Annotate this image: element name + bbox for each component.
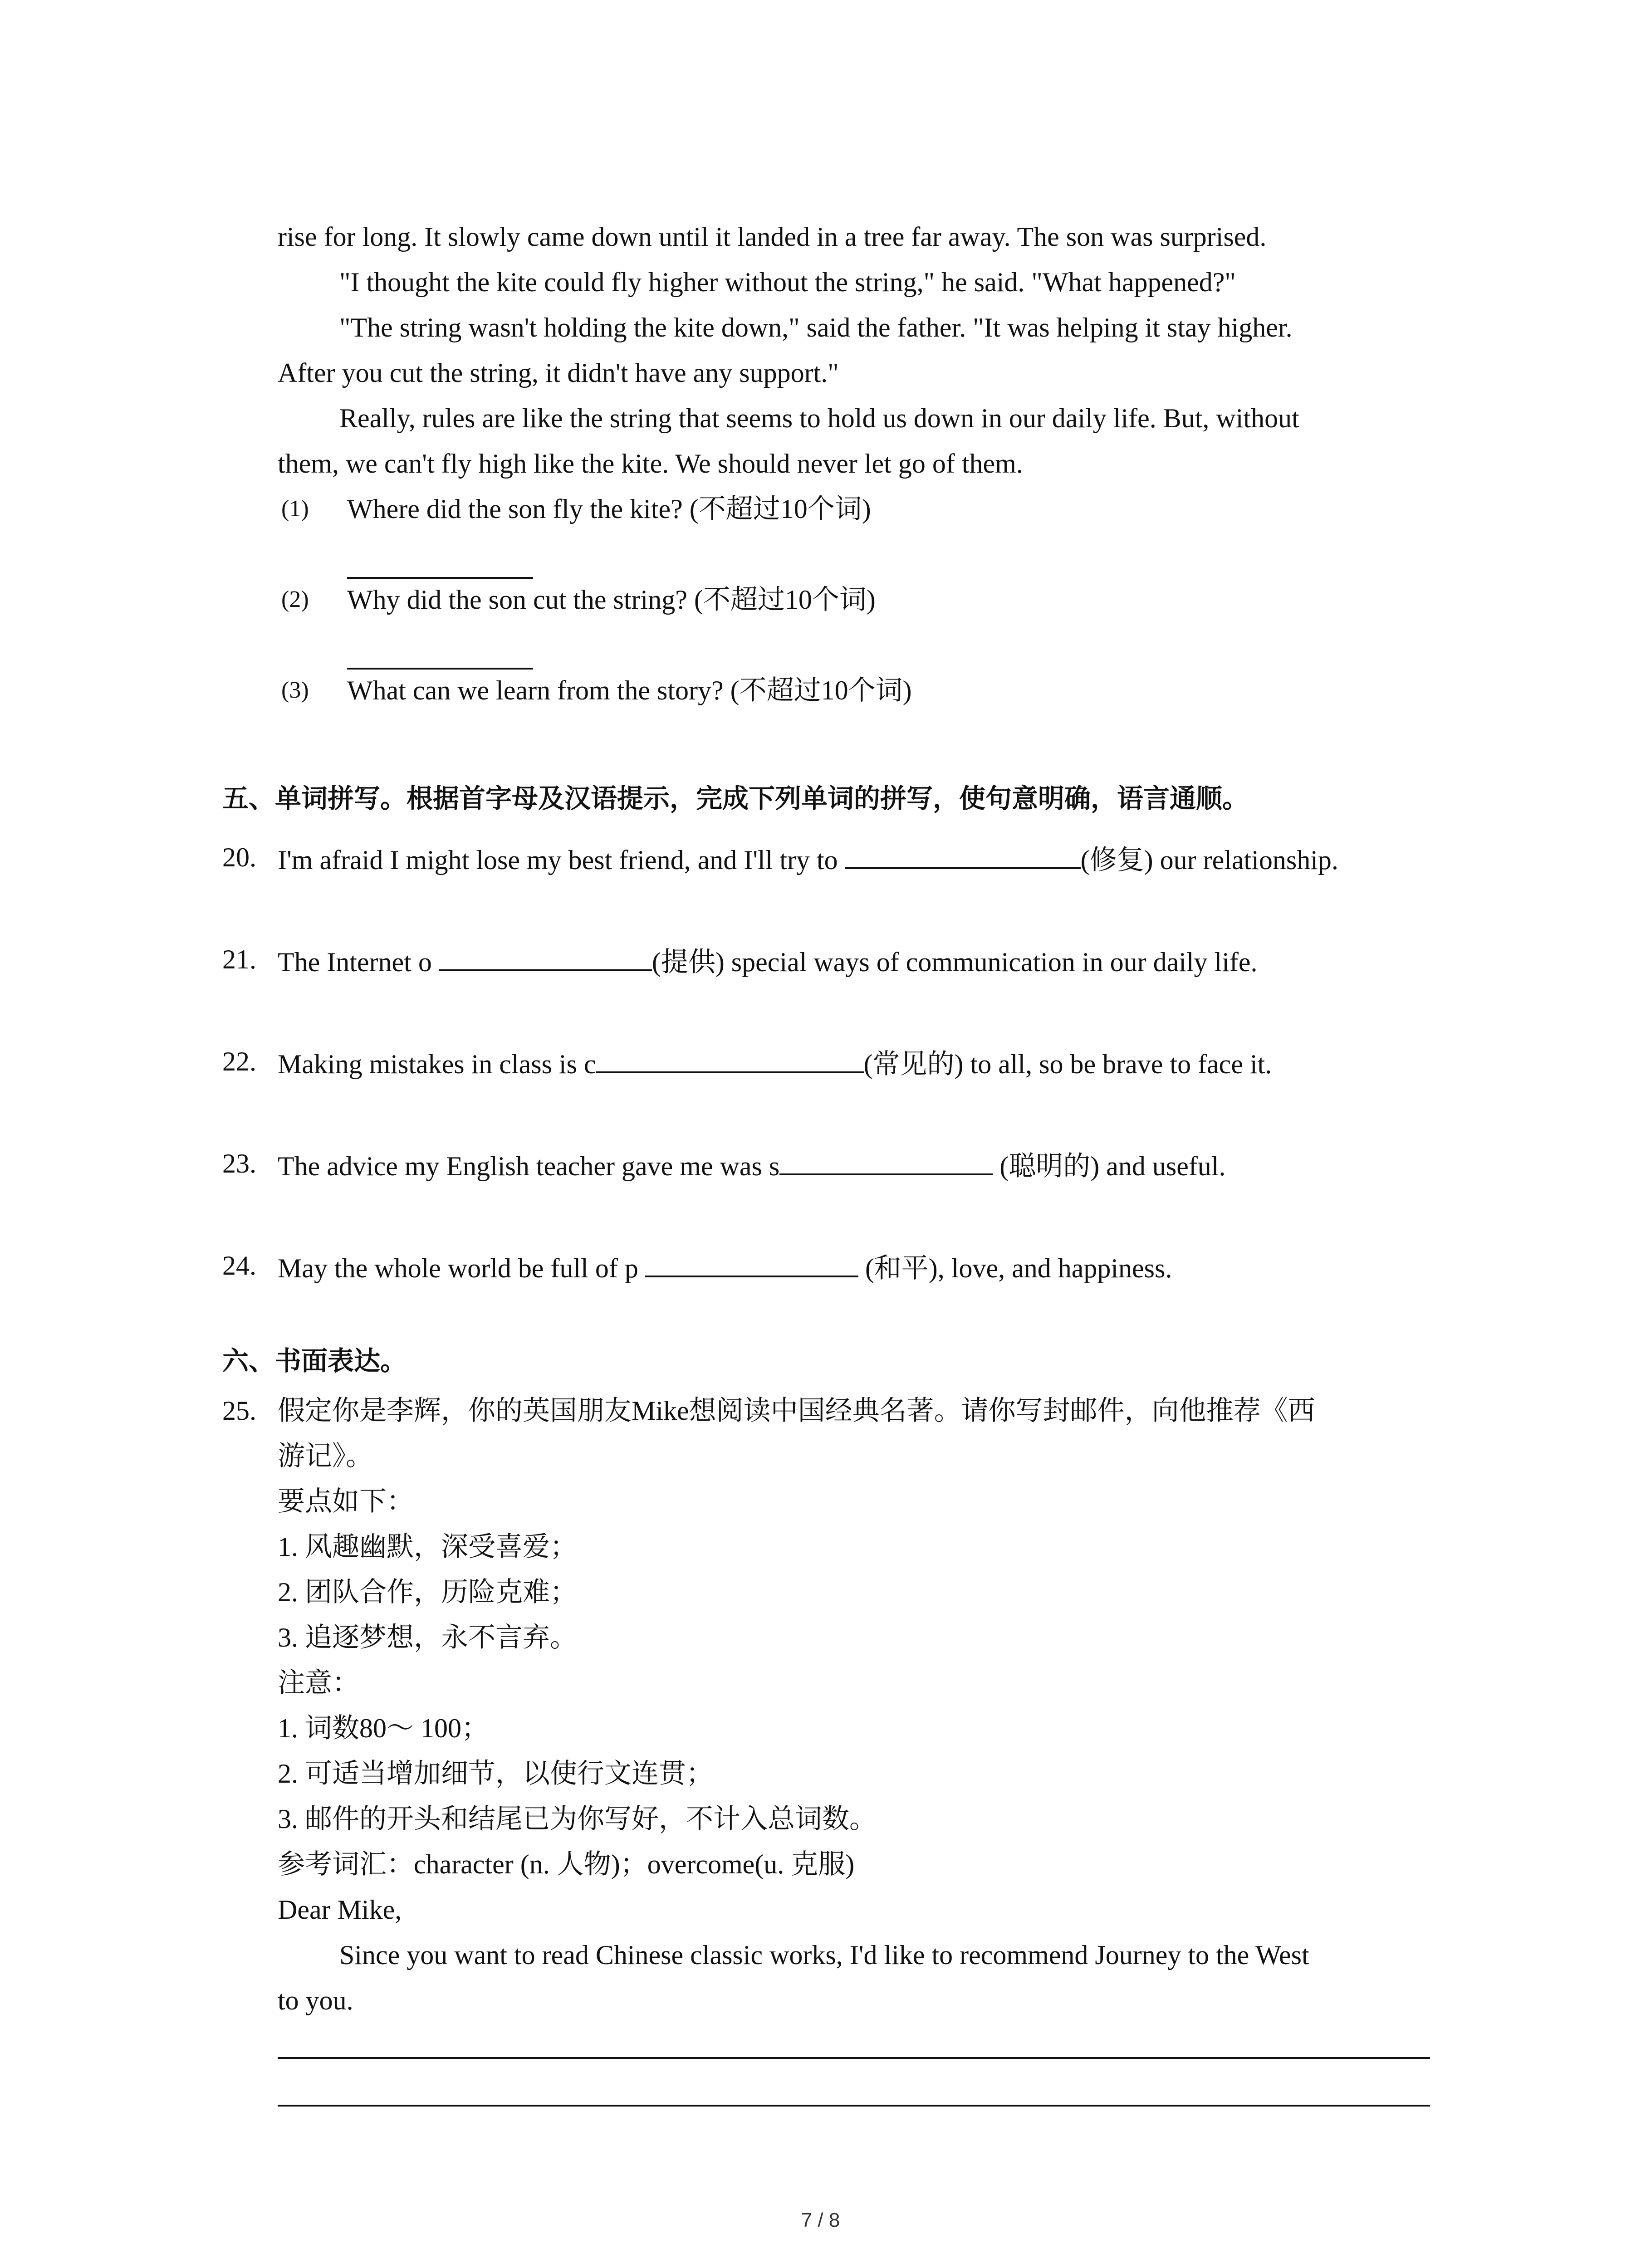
answer-blank[interactable] xyxy=(347,577,533,579)
question-item xyxy=(278,1145,1225,1182)
note-item: 3. 邮件的开头和结尾已为你写好，不计入总词数。 xyxy=(278,1804,877,1834)
question-number: 21. xyxy=(222,944,256,974)
writing-line[interactable] xyxy=(278,2057,1430,2059)
sub-question-number: (1) xyxy=(281,496,309,522)
question-item xyxy=(278,941,1258,978)
reference-vocabulary: 参考词汇：character (n. 人物)；overcome(u. 克服) xyxy=(278,1849,855,1879)
question-number: 20. xyxy=(222,842,256,872)
question-number: 25. xyxy=(222,1396,256,1426)
passage-line: "I thought the kite could fly higher without the string," he said. "What happened?" xyxy=(339,267,1236,297)
question-text: (修复) our relationship. xyxy=(1080,845,1338,875)
answer-blank[interactable] xyxy=(439,941,652,971)
question-text: (提供) special ways of communication in our daily life. xyxy=(652,947,1258,977)
question-item xyxy=(278,1043,1272,1080)
question-text: (常见的) to all, so be brave to face it. xyxy=(863,1049,1272,1079)
letter-opening: Since you want to read Chinese classic works, I'd like to recommend Journey to the West xyxy=(339,1940,1309,1970)
answer-blank[interactable] xyxy=(347,668,533,670)
sub-question-text: Why did the son cut the string? (不超过10个词) xyxy=(347,585,876,615)
question-text: The Internet o xyxy=(278,947,439,977)
question-number: 24. xyxy=(222,1251,256,1281)
question-item xyxy=(278,1247,1172,1284)
section-heading: 六、书面表达。 xyxy=(222,1345,407,1376)
point-item: 3. 追逐梦想，永不言弃。 xyxy=(278,1623,577,1652)
sub-question-text: What can we learn from the story? (不超过10个词) xyxy=(347,675,912,705)
note-item: 2. 可适当增加细节，以使行文连贯； xyxy=(278,1759,713,1789)
answer-blank[interactable] xyxy=(596,1043,864,1073)
answer-blank[interactable] xyxy=(645,1247,858,1277)
question-text: (和平), love, and happiness. xyxy=(858,1253,1172,1283)
question-number: 22. xyxy=(222,1046,256,1076)
writing-line[interactable] xyxy=(278,2105,1430,2107)
letter-greeting: Dear Mike, xyxy=(278,1895,402,1925)
letter-opening: to you. xyxy=(278,1985,353,2015)
writing-prompt: 游记》。 xyxy=(278,1441,373,1471)
question-number: 23. xyxy=(222,1149,256,1178)
question-text: The advice my English teacher gave me was s xyxy=(278,1151,780,1181)
sub-question-number: (2) xyxy=(281,587,309,612)
passage-line: After you cut the string, it didn't have any support." xyxy=(278,358,839,388)
section-heading: 五、单词拼写。根据首字母及汉语提示，完成下列单词的拼写，使句意明确，语言通顺。 xyxy=(222,783,1249,814)
sub-question-text: Where did the son fly the kite? (不超过10个词) xyxy=(347,494,871,524)
question-text: Making mistakes in class is c xyxy=(278,1049,596,1079)
sub-question-number: (3) xyxy=(281,677,309,703)
passage-line: "The string wasn't holding the kite down," said the father. "It was helping it stay higher. xyxy=(339,313,1293,342)
answer-blank[interactable] xyxy=(779,1145,993,1175)
note-item: 1. 词数80～ 100； xyxy=(278,1713,489,1743)
question-text: (聪明的) and useful. xyxy=(993,1151,1226,1181)
answer-blank[interactable] xyxy=(845,839,1081,869)
writing-prompt: 假定你是李辉，你的英国朋友Mike想阅读中国经典名著。请你写封邮件，向他推荐《西 xyxy=(278,1396,1315,1426)
passage-line: rise for long. It slowly came down until it landed in a tree far away. The son was surprised. xyxy=(278,222,1267,252)
question-text: I'm afraid I might lose my best friend, and I'll try to xyxy=(278,845,845,875)
point-item: 2. 团队合作，历险克难； xyxy=(278,1577,577,1607)
points-title: 要点如下： xyxy=(278,1486,414,1516)
notes-title: 注意： xyxy=(278,1668,359,1698)
point-item: 1. 风趣幽默，深受喜爱； xyxy=(278,1532,577,1562)
page-number: 7 / 8 xyxy=(801,2209,840,2231)
passage-line: Really, rules are like the string that seems to hold us down in our daily life. But, without xyxy=(339,403,1299,433)
passage-line: them, we can't fly high like the kite. We should never let go of them. xyxy=(278,449,1023,479)
question-item xyxy=(278,839,1338,875)
question-text: May the whole world be full of p xyxy=(278,1253,645,1283)
